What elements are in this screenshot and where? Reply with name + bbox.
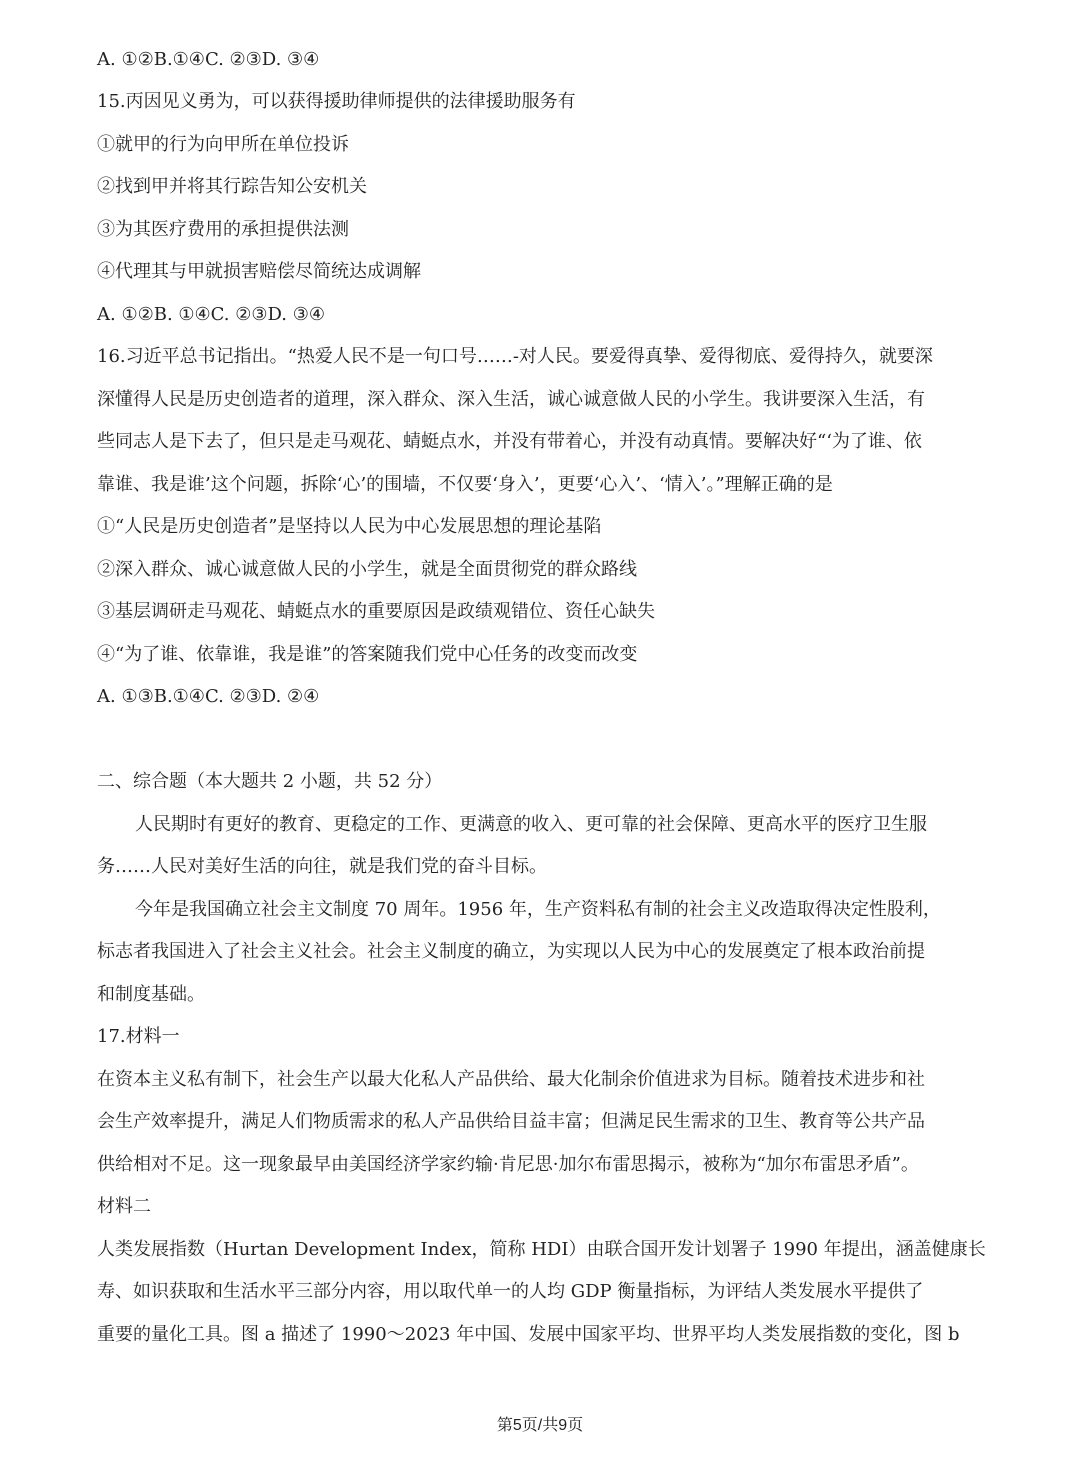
q16-stem-line-3: 些同志人是下去了，但只是走马观花、蜻蜓点水，并没有带着心，并没有动真情。要解决好“‘为了谁、依	[97, 431, 922, 452]
q14-options: A. ①②B.①④C. ②③D. ③④	[97, 49, 320, 70]
intro-p2-line-1: 今年是我国确立社会主文制度 70 周年。1956 年，生产资料私有制的社会主义改造取得决定性股利，	[135, 899, 941, 920]
q15-stem: 15.丙因见义勇为，可以获得援助律师提供的法律援助服务有	[97, 91, 576, 112]
page-footer: 第5页/共9页	[496, 1417, 584, 1434]
q15-item-1: ①就甲的行为向甲所在单位投诉	[97, 134, 349, 155]
q16-item-1: ①“人民是历史创造者”是坚持以人民为中心发展思想的理论基陷	[97, 516, 602, 537]
section2-heading: 二、综合题（本大题共 2 小题，共 52 分）	[97, 771, 443, 792]
q16-options: A. ①③B.①④C. ②③D. ②④	[97, 686, 320, 707]
intro-p1-line-2: 务……人民对美好生活的向往，就是我们党的奋斗目标。	[97, 856, 547, 877]
q17-material1-line-1: 在资本主义私有制下，社会生产以最大化私人产品供给、最大化制余价值进求为目标。随着技术进步和社	[97, 1069, 925, 1090]
q16-item-2: ②深入群众、诚心诚意做人民的小学生，就是全面贯彻党的群众路线	[97, 559, 637, 580]
q16-item-3: ③基层调研走马观花、蜻蜓点水的重要原因是政绩观错位、资任心缺失	[97, 601, 655, 622]
q16-stem-line-2: 深懂得人民是历史创造者的道理，深入群众、深入生活，诚心诚意做人民的小学生。我讲要深入生活，有	[97, 389, 925, 410]
q17-material1-line-2: 会生产效率提升，满足人们物质需求的私人产品供给目益丰富；但满足民生需求的卫生、教育等公共产品	[97, 1111, 925, 1132]
q16-stem-line-4: 靠谁、我是谁’这个问题，拆除‘心’的围墙，不仅要‘身入’，更要‘心入’、‘情入’。”理解正确的是	[97, 474, 833, 495]
q17-material1-line-3: 供给相对不足。这一现象最早由美国经济学家约输·肯尼思·加尔布雷思揭示，被称为“加尔布雷思矛盾”。	[97, 1154, 919, 1175]
q17-material2-line-2: 寿、如识获取和生活水平三部分内容，用以取代单一的人均 GDP 衡量指标，为评结人类发展水平提供了	[97, 1281, 924, 1302]
q16-stem-line-1: 16.习近平总书记指出。“热爱人民不是一句口号……-对人民。要爱得真挚、爱得彻底、爱得持久，就要深	[97, 346, 933, 367]
intro-p2-line-2: 标志者我国进入了社会主义社会。社会主义制度的确立，为实现以人民为中心的发展奠定了根本政治前提	[97, 941, 925, 962]
intro-p1-line-1: 人民期时有更好的教育、更稳定的工作、更满意的收入、更可靠的社会保障、更高水平的医疗卫生服	[135, 814, 927, 835]
q15-item-4: ④代理其与甲就损害赔偿尽简统达成调解	[97, 261, 421, 282]
q15-item-3: ③为其医疗费用的承担提供法测	[97, 219, 349, 240]
q15-item-2: ②找到甲并将其行踪告知公安机关	[97, 176, 367, 197]
q15-options: A. ①②B. ①④C. ②③D. ③④	[97, 304, 326, 325]
intro-p2-line-3: 和制度基础。	[97, 984, 205, 1005]
q16-item-4: ④“为了谁、依靠谁，我是谁”的答案随我们党中心任务的改变而改变	[97, 644, 638, 665]
q17-material2-title: 材料二	[97, 1196, 151, 1217]
q17-material2-line-3: 重要的量化工具。图 a 描述了 1990～2023 年中国、发展中国家平均、世界平均人类发展指数的变化，图 b	[97, 1324, 960, 1345]
q17-material2-line-1: 人类发展指数（Hurtan Development Index，简称 HDI）由联合国开发计划署子 1990 年提出，涵盖健康长	[97, 1239, 986, 1260]
q17-number: 17.材料一	[97, 1026, 180, 1047]
